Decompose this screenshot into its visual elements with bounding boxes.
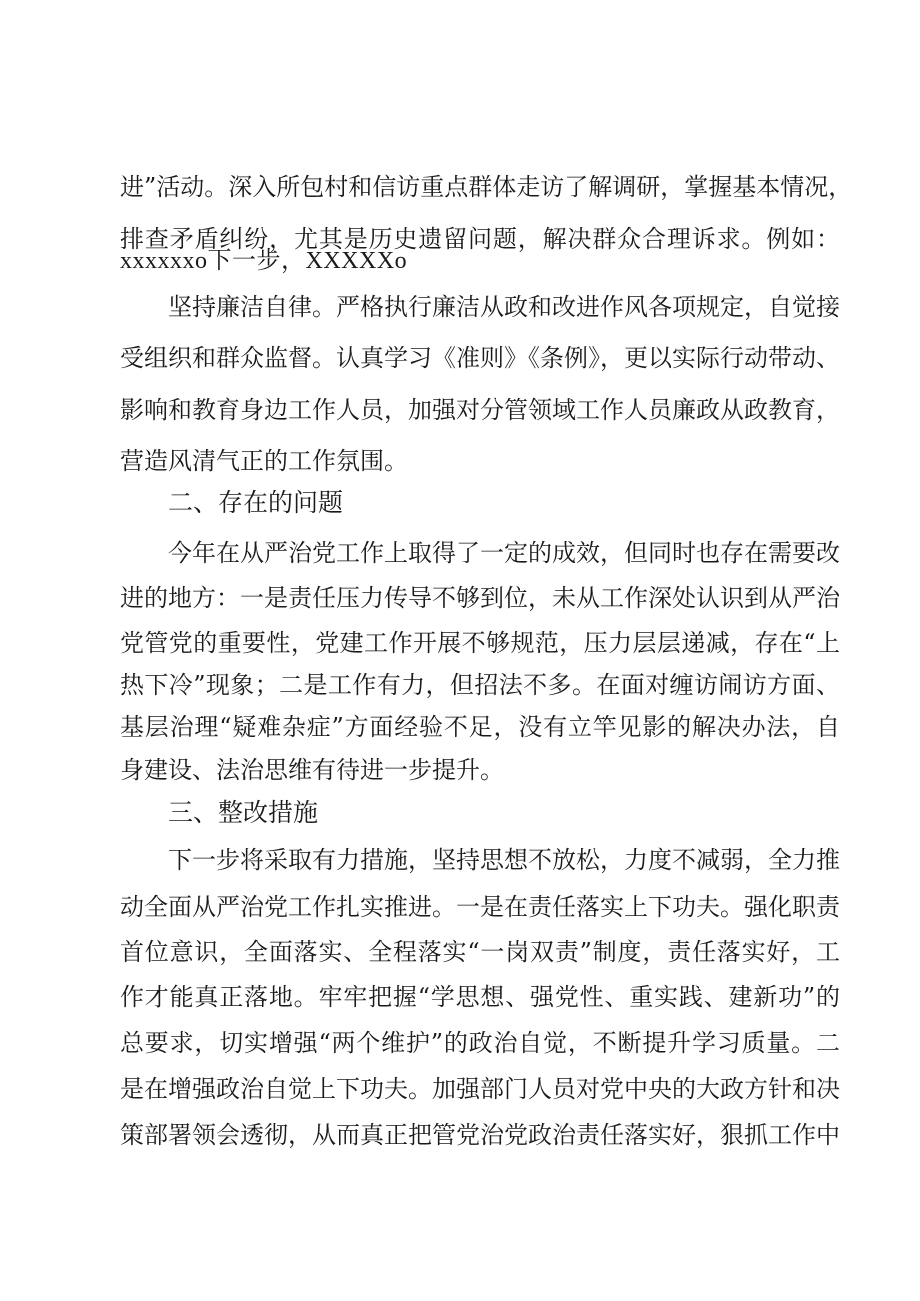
paragraph-2-line-4: 营造风清气正的工作氛围。 <box>120 447 408 475</box>
paragraph-1-line-2: 排查矛盾纠纷，尤其是历史遗留问题，解决群众合理诉求。例如： <box>120 225 840 253</box>
paragraph-1-line-1: 进”活动。深入所包村和信访重点群体走访了解调研，掌握基本情况， <box>120 173 853 201</box>
paragraph-4-line-5: 总要求，切实增强“两个维护”的政治自觉，不断提升学习质量。二 <box>120 1029 840 1057</box>
paragraph-2-line-1: 坚持廉洁自律。严格执行廉洁从政和改进作风各项规定，自觉接 <box>168 293 840 321</box>
paragraph-4-line-2: 动全面从严治党工作扎实推进。一是在责任落实上下功夫。强化职责 <box>120 893 840 921</box>
paragraph-1-line-3: xxxxxxo下一步，XXXXXo <box>120 248 408 274</box>
paragraph-3-line-6: 身建设、法治思维有待进一步提升。 <box>120 756 504 784</box>
paragraph-2-line-3: 影响和教育身边工作人员，加强对分管领域工作人员廉政从政教育， <box>120 396 840 424</box>
paragraph-2-line-2: 受组织和群众监督。认真学习《准则》《条例》，更以实际行动带动、 <box>120 344 840 372</box>
paragraph-4-line-1: 下一步将采取有力措施，坚持思想不放松，力度不减弱，全力推 <box>168 846 840 874</box>
section-heading-measures: 三、整改措施 <box>168 798 319 827</box>
paragraph-4-line-4: 作才能真正落地。牢牢把握“学思想、强党性、重实践、建新功”的 <box>120 983 840 1011</box>
paragraph-3-line-3: 党管党的重要性，党建工作开展不够规范，压力层层递减，存在“上 <box>120 629 840 657</box>
paragraph-3-line-2: 进的地方：一是责任压力传导不够到位，未从工作深处认识到从严治 <box>120 584 840 612</box>
section-heading-problems: 二、存在的问题 <box>168 488 344 517</box>
paragraph-4-line-7: 策部署领会透彻，从而真正把管党治党政治责任落实好，狠抓工作中 <box>120 1121 840 1149</box>
paragraph-3-line-5: 基层治理“疑难杂症”方面经验不足，没有立竿见影的解决办法，自 <box>120 713 840 741</box>
paragraph-3-line-1: 今年在从严治党工作上取得了一定的成效，但同时也存在需要改 <box>168 539 840 567</box>
paragraph-4-line-6: 是在增强政治自觉上下功夫。加强部门人员对党中央的大政方针和决 <box>120 1075 840 1103</box>
paragraph-3-line-4: 热下冷”现象；二是工作有力，但招法不多。在面对缠访闹访方面、 <box>120 671 840 699</box>
paragraph-4-line-3: 首位意识，全面落实、全程落实“一岗双责”制度，责任落实好，工 <box>120 938 840 966</box>
